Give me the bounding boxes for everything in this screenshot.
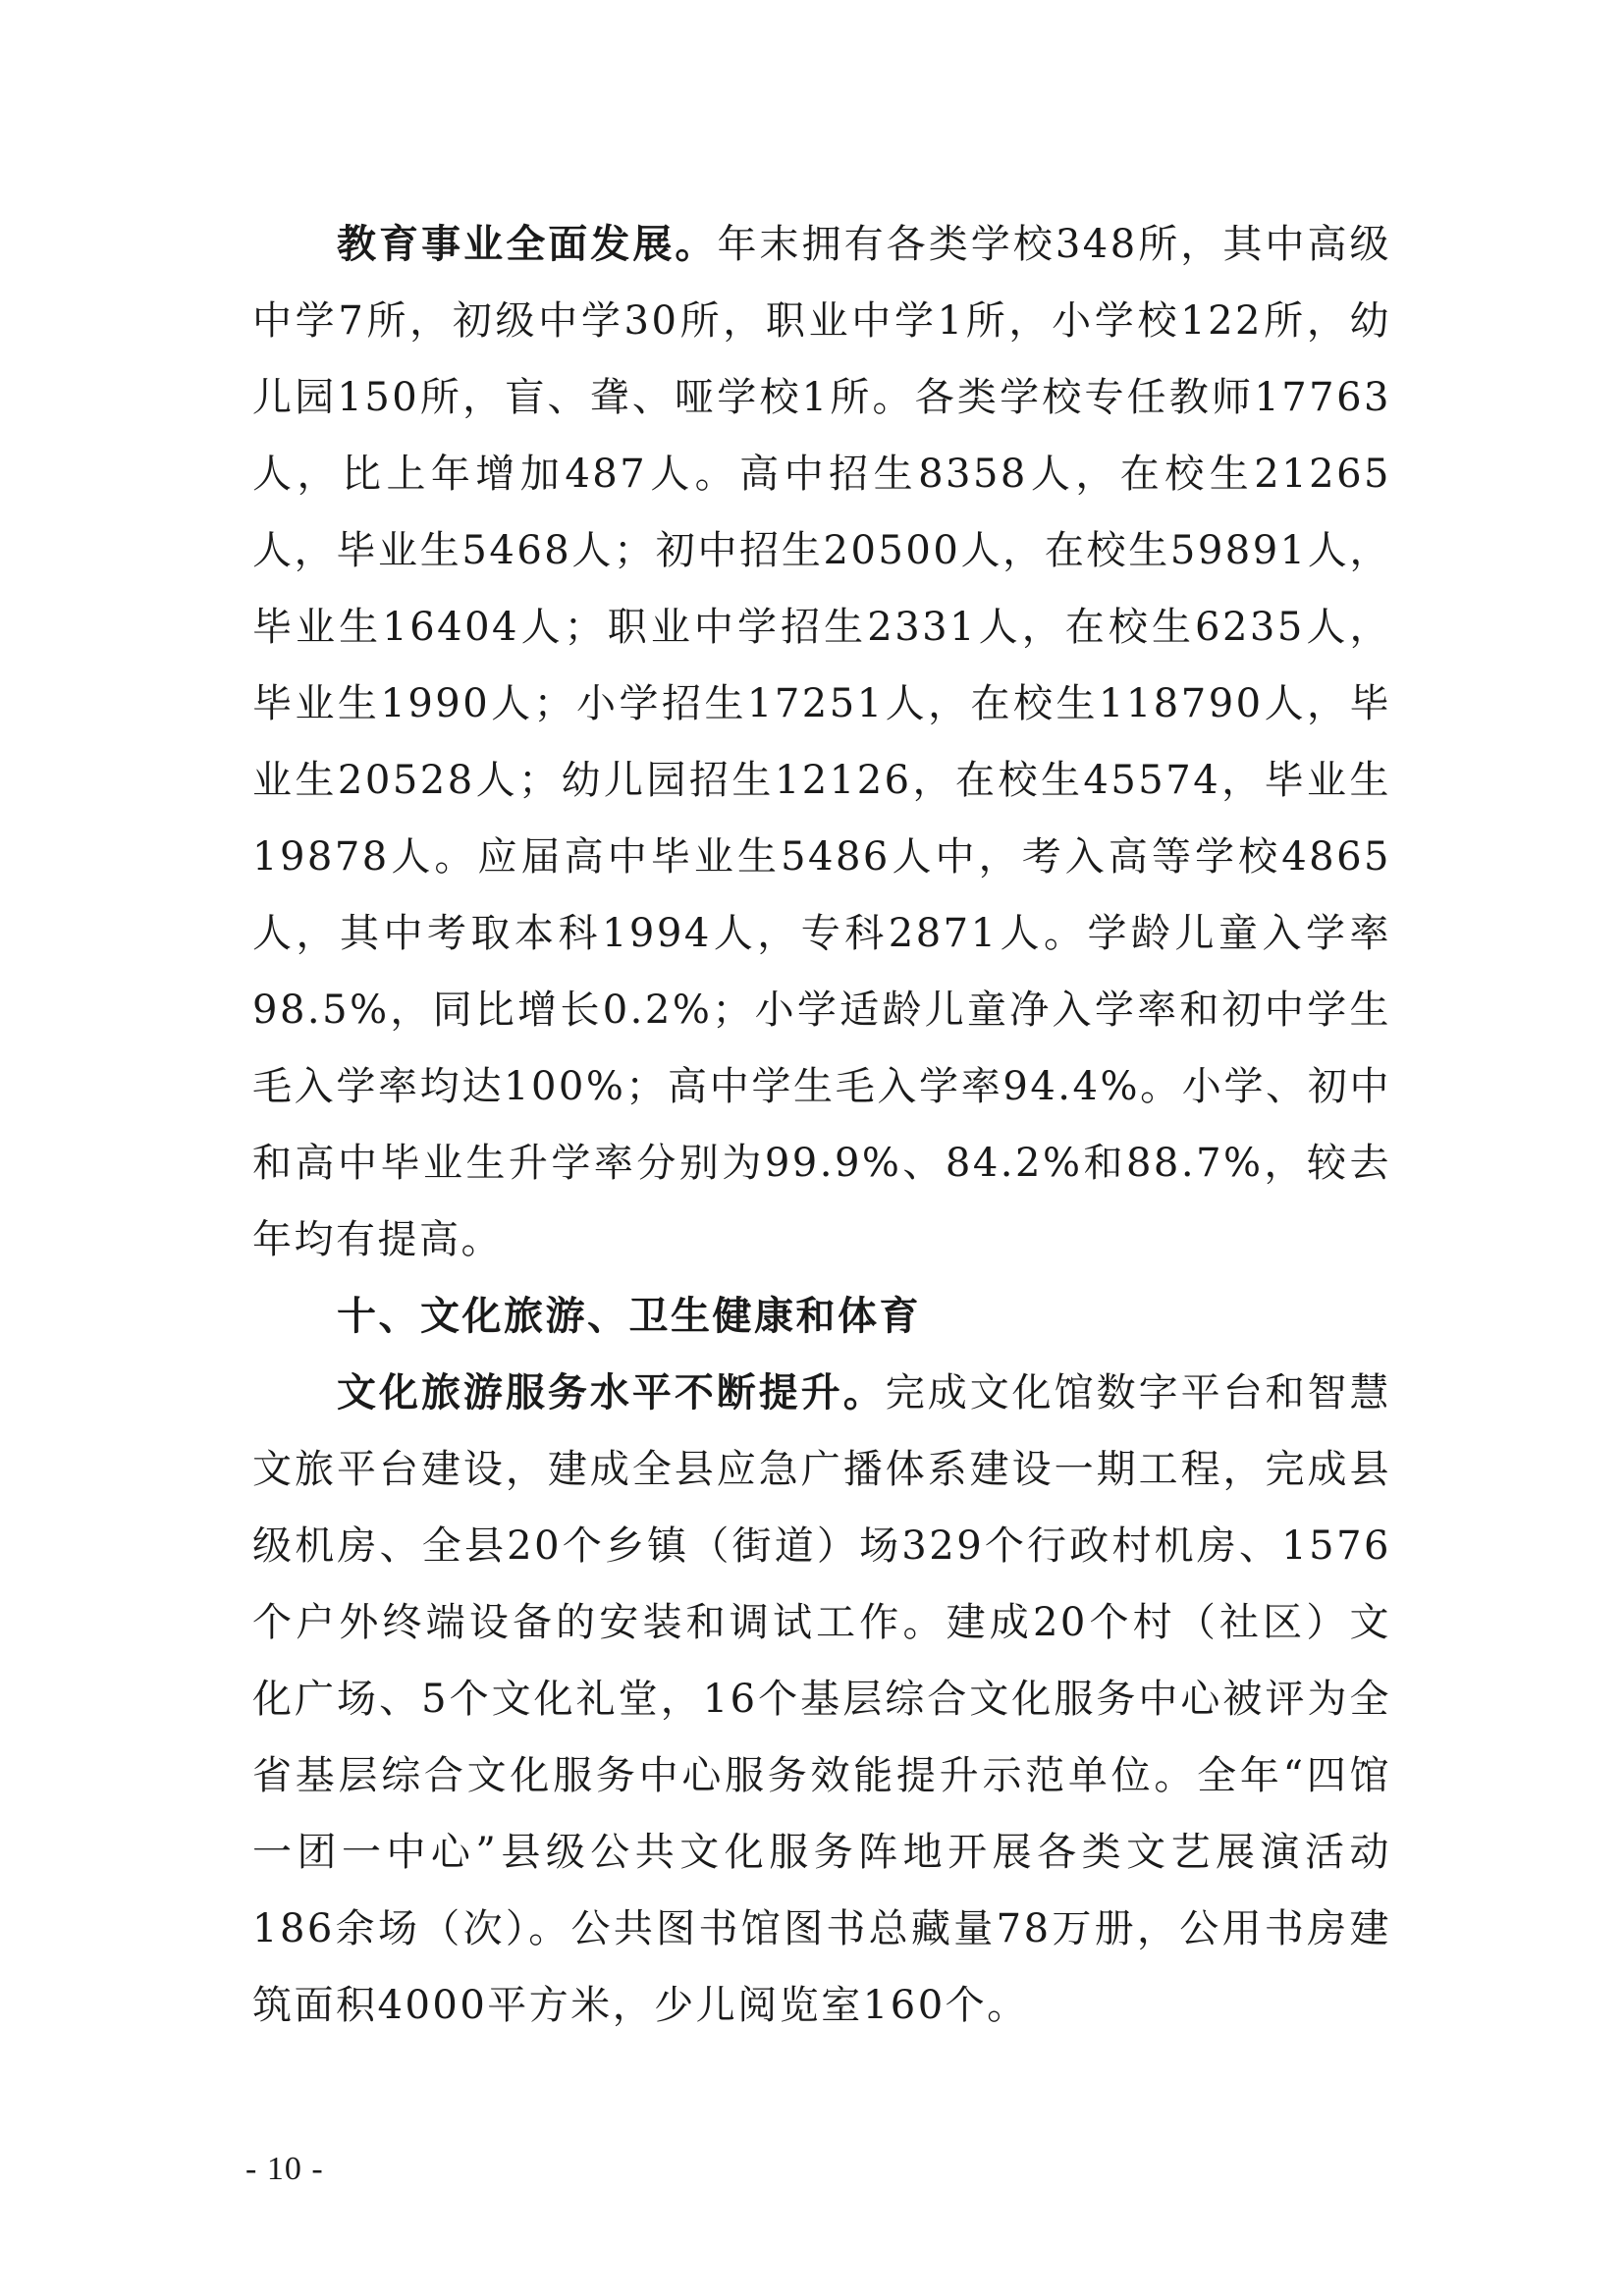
culture-lead: 文化旅游服务水平不断提升。: [337, 1369, 886, 1415]
education-body: 年末拥有各类学校348所，其中高级中学7所，初级中学30所，职业中学1所，小学校122所，幼儿园150所，盲、聋、哑学校1所。各类学校专任教师17763人，比上年增加487人。高中招生8358人，在校生21265人，毕业生5468人；初中招生20500人，在校生59891人，毕业生16404人；职业中学招生2331人，在校生6235人，毕业生1990人；小学招生17251人，在校生118790人，毕业生20528人；幼儿园招生12126，在校生45574，毕业生19878人。应届高中毕业生5486人中，考入高等学校4865人，其中考取本科1994人，专科2871人。学龄儿童入学率98.5%，同比增长0.2%；小学适龄儿童净入学率和初中学生毛入学率均达100%；高中学生毛入学率94.4%。小学、初中和高中毕业生升学率分别为99.9%、84.2%和88.7%，较去年均有提高。: [252, 222, 1391, 1262]
culture-body: 完成文化馆数字平台和智慧文旅平台建设，建成全县应急广播体系建设一期工程，完成县级机房、全县20个乡镇（街道）场329个行政村机房、1576个户外终端设备的安装和调试工作。建成20个村（社区）文化广场、5个文化礼堂，16个基层综合文化服务中心被评为全省基层综合文化服务中心服务效能提升示范单位。全年“四馆一团一中心”县级公共文化服务阵地开展各类文艺展演活动186余场（次）。公共图书馆图书总藏量78万册，公用书房建筑面积4000平方米，少儿阅览室160个。: [252, 1370, 1392, 2028]
document-page: [252, 206, 1391, 2044]
education-lead: 教育事业全面发展。: [337, 221, 718, 267]
section-heading: 十、文化旅游、卫生健康和体育: [337, 1294, 921, 1339]
page-number: - 10 -: [245, 2151, 324, 2187]
education-paragraph: [252, 206, 1391, 1278]
culture-paragraph: [252, 1355, 1391, 2044]
